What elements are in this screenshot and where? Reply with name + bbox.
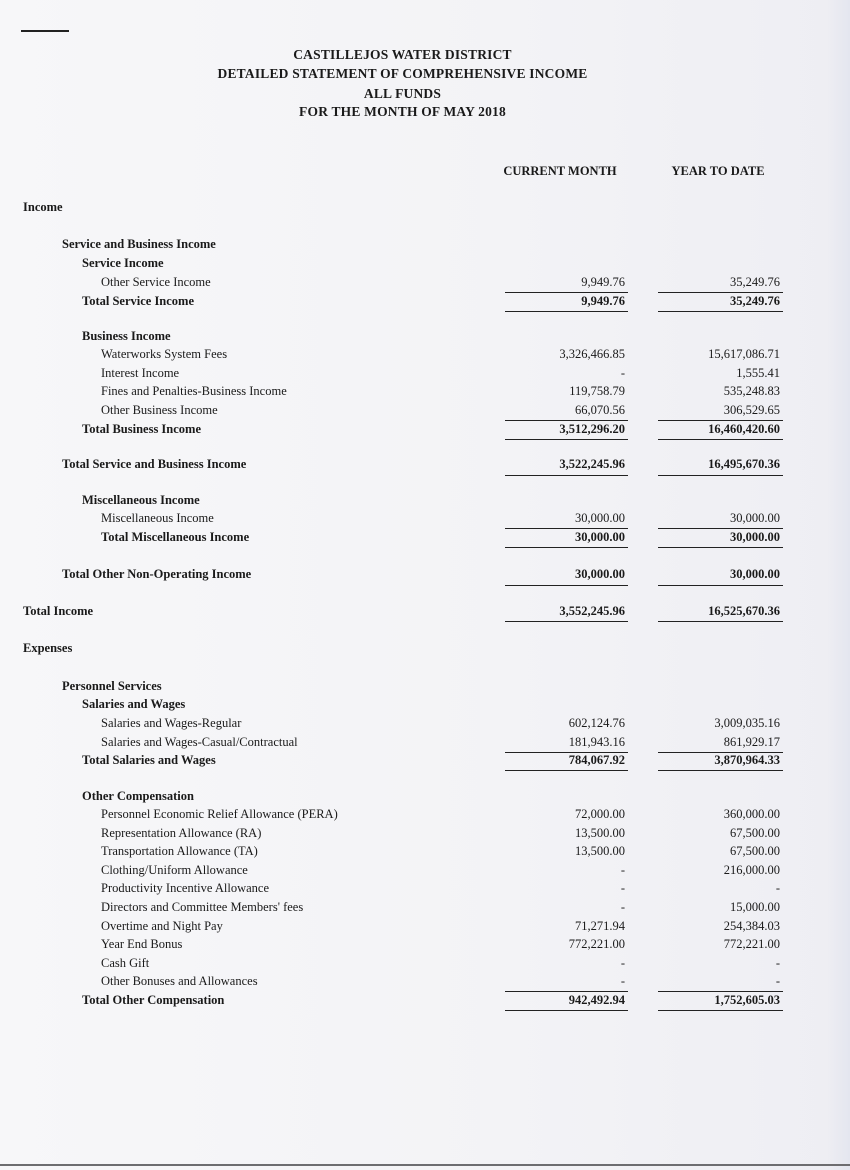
subtotal-rule [658, 528, 783, 529]
row-label: Other Compensation [82, 789, 194, 803]
row-label: Personnel Economic Relief Allowance (PERA) [101, 807, 338, 821]
total-rule [658, 547, 783, 548]
row-label: Directors and Committee Members' fees [101, 900, 304, 914]
year-to-date-value: 861,929.17 [723, 735, 780, 749]
table-row [0, 366, 850, 384]
table-row [0, 844, 850, 862]
subgroup-service-income [0, 256, 850, 274]
table-row [0, 881, 850, 899]
row-label: Fines and Penalties-Business Income [101, 384, 287, 398]
section-income [0, 200, 850, 218]
current-month-value: 119,758.79 [569, 384, 625, 398]
year-to-date-value: - [775, 974, 780, 988]
current-month-value: - [620, 900, 625, 914]
table-row [0, 384, 850, 402]
section-expenses [0, 641, 850, 659]
year-to-date-value: 535,248.83 [723, 384, 780, 398]
total-rule [505, 621, 628, 622]
current-month-value: - [620, 881, 625, 895]
current-month-value: 71,271.94 [575, 919, 625, 933]
year-to-date-value: - [775, 956, 780, 970]
year-to-date-value: 1,555.41 [736, 366, 780, 380]
total-rule [658, 1010, 783, 1011]
row-label: Representation Allowance (RA) [101, 826, 262, 840]
statement-title: DETAILED STATEMENT OF COMPREHENSIVE INCOME [217, 66, 588, 81]
row-label: Miscellaneous Income [82, 493, 200, 507]
total-row [0, 457, 850, 475]
year-to-date-value: 306,529.65 [723, 403, 780, 417]
row-label: Total Service Income [82, 294, 195, 308]
year-to-date-value: 15,617,086.71 [708, 347, 780, 361]
year-to-date-value: 1,752,605.03 [714, 993, 780, 1007]
table-row [0, 807, 850, 825]
subgroup-other-compensation [0, 789, 850, 807]
total-rule [505, 585, 628, 586]
total-rule [658, 475, 783, 476]
total-row [0, 604, 850, 622]
row-label: Service and Business Income [62, 237, 216, 251]
current-month-value: 66,070.56 [575, 403, 625, 417]
row-label: Total Other Compensation [82, 993, 225, 1007]
subtotal-rule [658, 991, 783, 992]
row-label: Cash Gift [101, 956, 150, 970]
total-rule [505, 1010, 628, 1011]
total-rule [505, 439, 628, 440]
year-to-date-value: 254,384.03 [723, 919, 780, 933]
row-label: Overtime and Night Pay [101, 919, 223, 933]
current-month-value: 30,000.00 [575, 511, 625, 525]
row-label: Salaries and Wages [82, 697, 186, 711]
table-row [0, 347, 850, 365]
row-label: Waterworks System Fees [101, 347, 228, 361]
current-month-value: 30,000.00 [575, 567, 625, 581]
current-month-value: 181,943.16 [568, 735, 625, 749]
year-to-date-value: 35,249.76 [730, 294, 780, 308]
total-row [0, 294, 850, 312]
page-bottom-edge [0, 1164, 850, 1166]
current-month-value: 9,949.76 [581, 294, 625, 308]
current-month-value: 602,124.76 [568, 716, 625, 730]
row-label: Total Service and Business Income [62, 457, 247, 471]
year-to-date-value: 772,221.00 [723, 937, 780, 951]
subtotal-rule [658, 420, 783, 421]
total-rule [505, 475, 628, 476]
row-label: Other Business Income [101, 403, 218, 417]
row-label: Income [23, 200, 63, 214]
row-label: Total Income [23, 604, 94, 618]
total-rule [658, 621, 783, 622]
year-to-date-value: 16,495,670.36 [708, 457, 780, 471]
group-personnel-services [0, 679, 850, 697]
row-label: Miscellaneous Income [101, 511, 214, 525]
row-label: Year End Bonus [101, 937, 183, 951]
total-row [0, 530, 850, 548]
year-to-date-value: 360,000.00 [723, 807, 780, 821]
row-label: Expenses [23, 641, 73, 655]
row-label: Interest Income [101, 366, 180, 380]
total-rule [658, 770, 783, 771]
year-to-date-value: 3,009,035.16 [714, 716, 780, 730]
total-rule [505, 547, 628, 548]
subgroup-salaries-wages [0, 697, 850, 715]
table-row [0, 937, 850, 955]
current-month-value: 9,949.76 [581, 275, 625, 289]
corner-mark [21, 30, 69, 32]
current-month-value: 13,500.00 [575, 844, 625, 858]
year-to-date-value: 30,000.00 [730, 530, 780, 544]
year-to-date-value: 30,000.00 [730, 511, 780, 525]
row-label: Salaries and Wages-Regular [101, 716, 242, 730]
table-row [0, 403, 850, 421]
subtotal-rule [505, 991, 628, 992]
district-name: CASTILLEJOS WATER DISTRICT [293, 47, 512, 62]
year-to-date-header: YEAR TO DATE [671, 164, 765, 178]
current-month-value: 3,326,466.85 [559, 347, 625, 361]
current-month-value: 13,500.00 [575, 826, 625, 840]
current-month-value: 30,000.00 [575, 530, 625, 544]
table-row [0, 919, 850, 937]
year-to-date-value: 15,000.00 [730, 900, 780, 914]
year-to-date-value: 216,000.00 [723, 863, 780, 877]
row-label: Other Bonuses and Allowances [101, 974, 258, 988]
row-label: Productivity Incentive Allowance [101, 881, 270, 895]
row-label: Business Income [82, 329, 171, 343]
current-month-value: 784,067.92 [568, 753, 625, 767]
current-month-value: 72,000.00 [575, 807, 625, 821]
row-label: Total Other Non-Operating Income [62, 567, 252, 581]
current-month-value: - [620, 974, 625, 988]
table-row [0, 716, 850, 734]
subtotal-rule [505, 292, 628, 293]
subtotal-rule [658, 292, 783, 293]
year-to-date-value: 67,500.00 [730, 844, 780, 858]
table-row [0, 956, 850, 974]
period-title: FOR THE MONTH OF MAY 2018 [299, 104, 506, 119]
total-rule [658, 585, 783, 586]
year-to-date-value: 67,500.00 [730, 826, 780, 840]
year-to-date-value: 30,000.00 [730, 567, 780, 581]
year-to-date-value: 16,525,670.36 [708, 604, 780, 618]
row-label: Service Income [82, 256, 164, 270]
row-label: Total Miscellaneous Income [101, 530, 250, 544]
table-row [0, 735, 850, 753]
total-rule [505, 311, 628, 312]
total-rule [505, 770, 628, 771]
total-row [0, 753, 850, 771]
year-to-date-value: - [775, 881, 780, 895]
row-label: Total Salaries and Wages [82, 753, 216, 767]
row-label: Personnel Services [62, 679, 162, 693]
current-month-value: 3,552,245.96 [559, 604, 625, 618]
table-row [0, 974, 850, 992]
table-row [0, 900, 850, 918]
total-row [0, 993, 850, 1011]
row-label: Transportation Allowance (TA) [101, 844, 258, 858]
total-row [0, 422, 850, 440]
current-month-value: - [620, 863, 625, 877]
current-month-value: - [620, 366, 625, 380]
current-month-value: 3,522,245.96 [559, 457, 625, 471]
year-to-date-value: 3,870,964.33 [714, 753, 780, 767]
table-row [0, 863, 850, 881]
table-row [0, 826, 850, 844]
subtotal-rule [505, 528, 628, 529]
subgroup-business-income [0, 329, 850, 347]
row-label: Other Service Income [101, 275, 211, 289]
current-month-value: - [620, 956, 625, 970]
row-label: Salaries and Wages-Casual/Contractual [101, 735, 298, 749]
subtotal-rule [505, 420, 628, 421]
total-rule [658, 311, 783, 312]
year-to-date-value: 16,460,420.60 [708, 422, 780, 436]
year-to-date-value: 35,249.76 [730, 275, 780, 289]
current-month-value: 772,221.00 [568, 937, 625, 951]
row-label: Clothing/Uniform Allowance [101, 863, 248, 877]
table-row [0, 275, 850, 293]
total-row [0, 567, 850, 585]
current-month-value: 942,492.94 [568, 993, 625, 1007]
table-row [0, 511, 850, 529]
subgroup-miscellaneous-income [0, 493, 850, 511]
group-service-business-income [0, 237, 850, 255]
current-month-header: CURRENT MONTH [503, 164, 617, 178]
current-month-value: 3,512,296.20 [559, 422, 625, 436]
row-label: Total Business Income [82, 422, 202, 436]
fund-scope: ALL FUNDS [363, 86, 442, 101]
total-rule [658, 439, 783, 440]
